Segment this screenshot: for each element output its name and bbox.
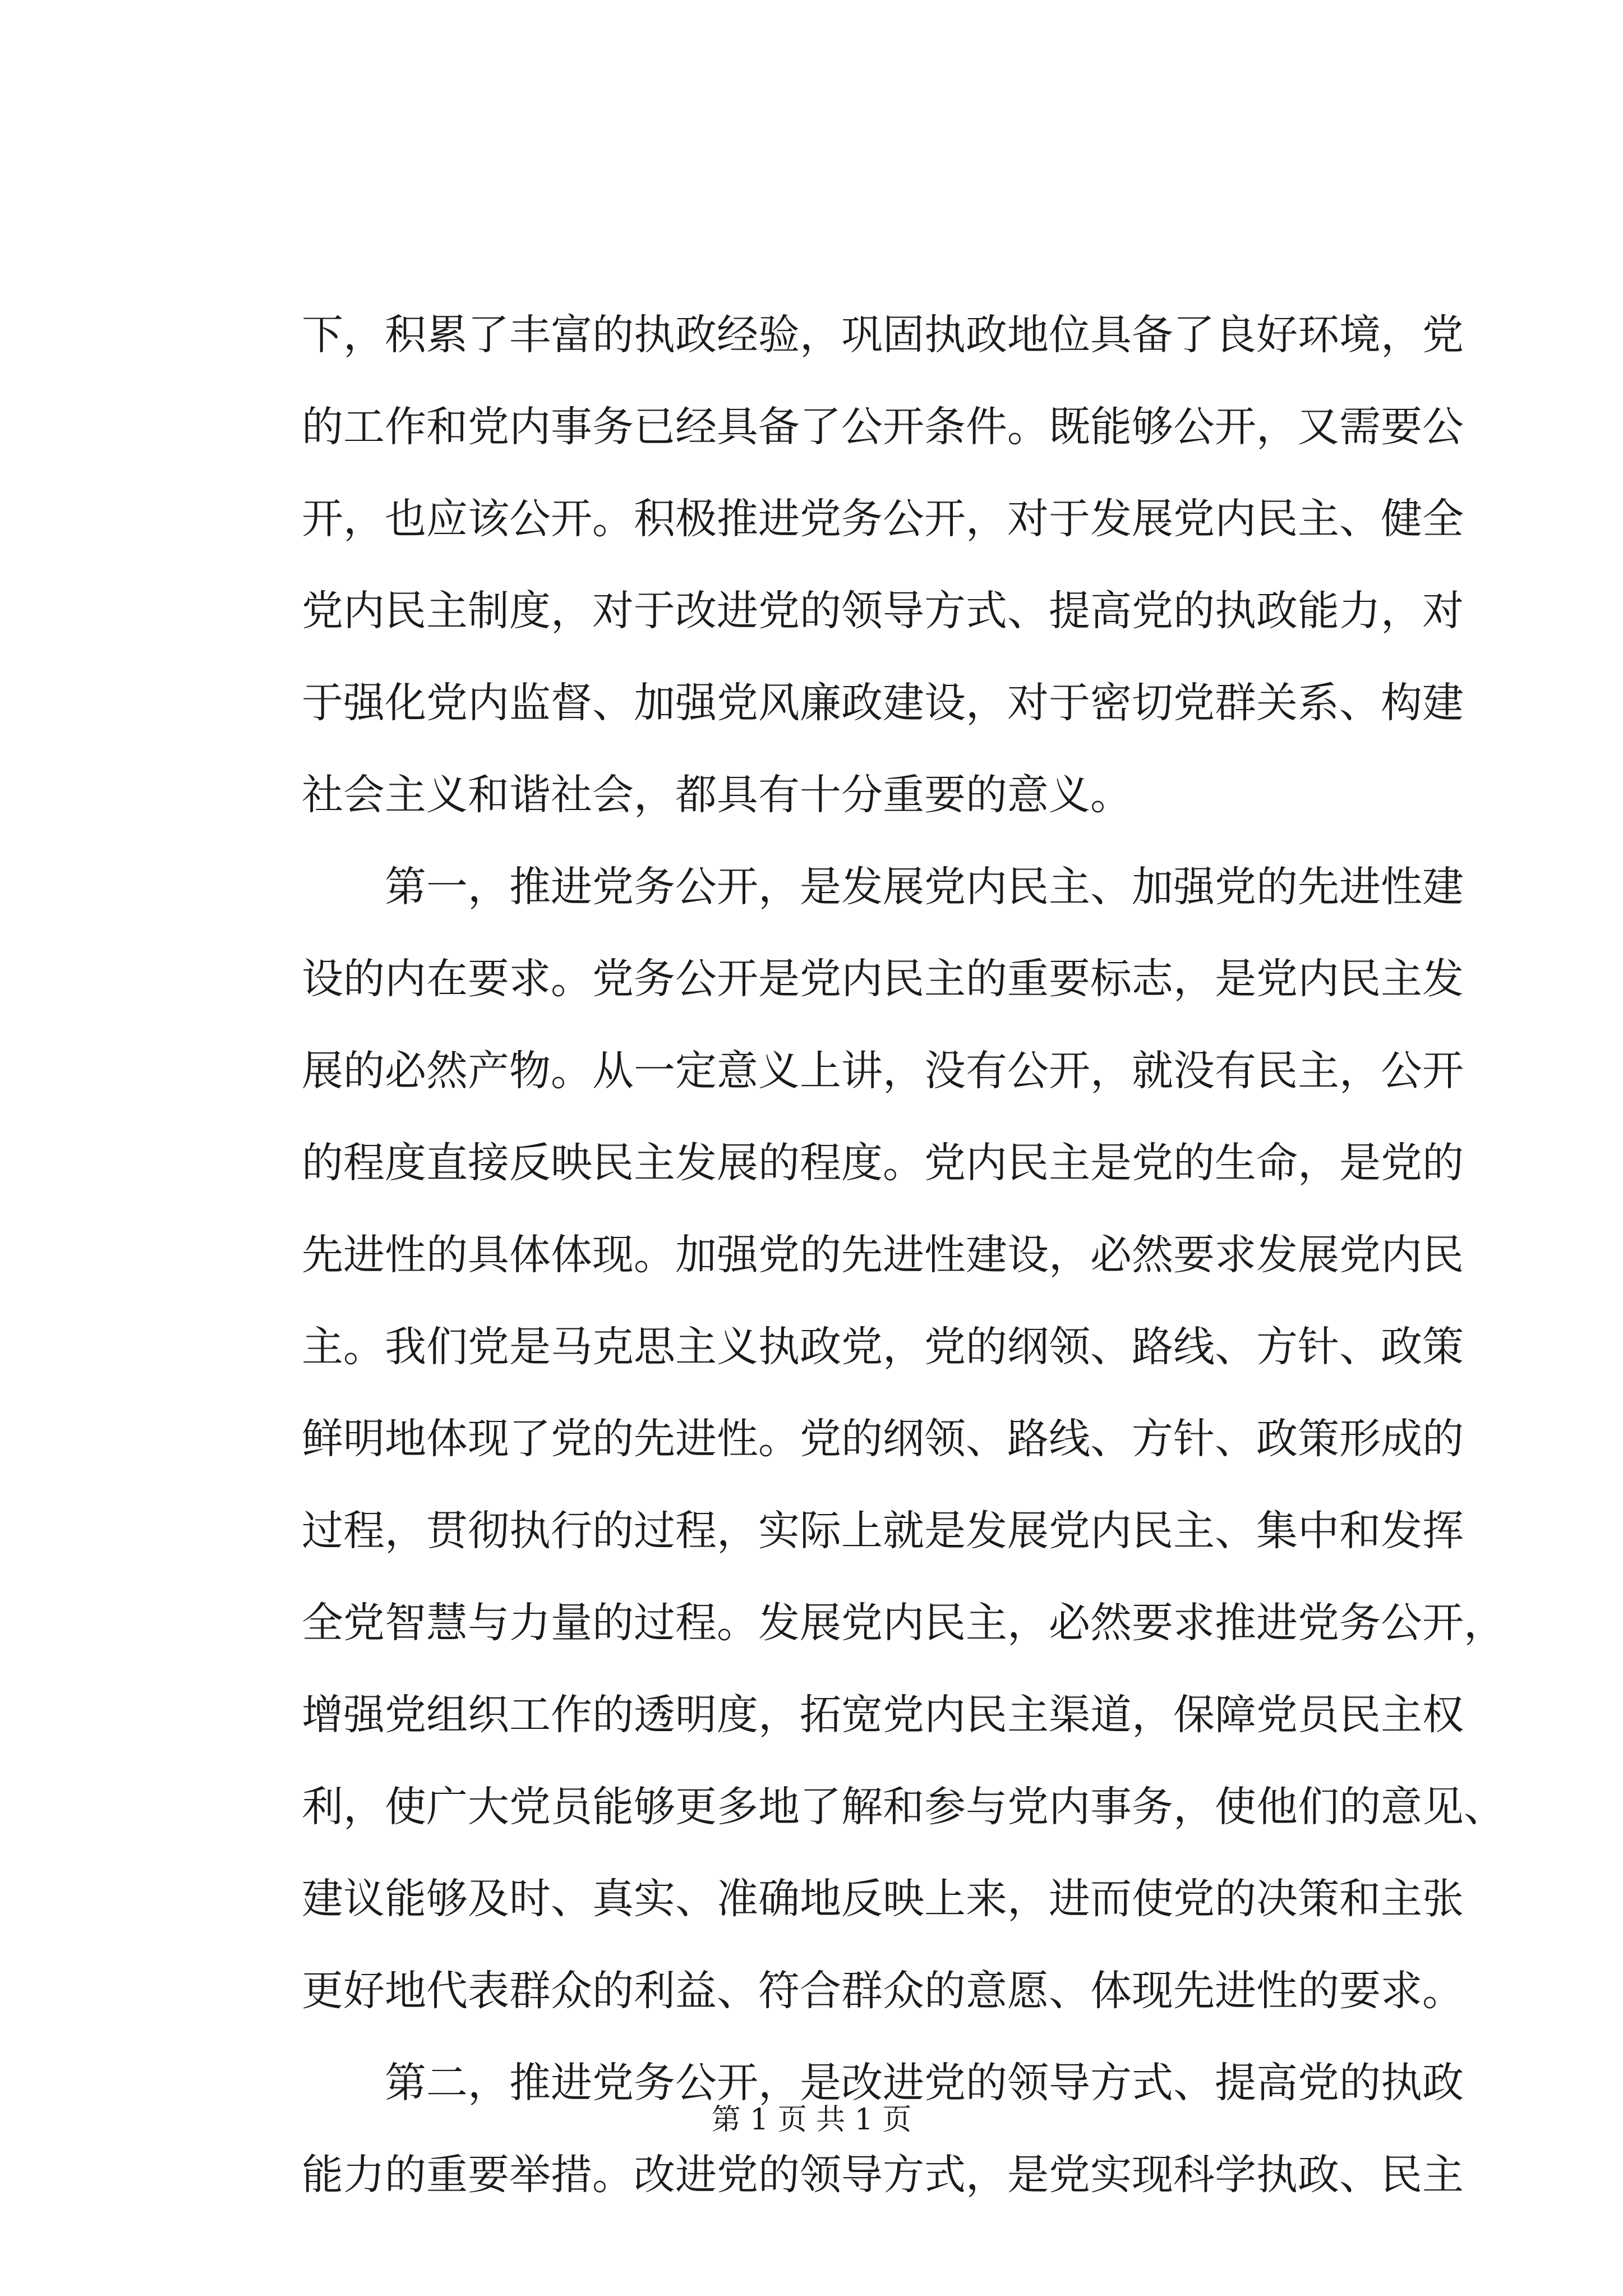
text-line: 于强化党内监督、加强党风廉政建设，对于密切党群关系、构建 [302, 679, 1464, 727]
text-line: 第一，推进党务公开，是发展党内民主、加强党的先进性建 [302, 863, 1464, 911]
text-line: 第二，推进党务公开，是改进党的领导方式、提高党的执政 [302, 2059, 1464, 2107]
text-line: 更好地代表群众的利益、符合群众的意愿、体现先进性的要求。 [302, 1967, 1464, 2015]
text-line: 先进性的具体体现。加强党的先进性建设，必然要求发展党内民 [302, 1231, 1464, 1279]
text-line: 开，也应该公开。积极推进党务公开，对于发展党内民主、健全 [302, 495, 1464, 543]
text-line: 建议能够及时、真实、准确地反映上来，进而使党的决策和主张 [302, 1875, 1464, 1923]
text-line: 鲜明地体现了党的先进性。党的纲领、路线、方针、政策形成的 [302, 1415, 1464, 1463]
text-line: 能力的重要举措。改进党的领导方式，是党实现科学执政、民主 [302, 2151, 1464, 2199]
text-line: 设的内在要求。党务公开是党内民主的重要标志，是党内民主发 [302, 955, 1464, 1003]
text-line: 展的必然产物。从一定意义上讲，没有公开，就没有民主，公开 [302, 1047, 1464, 1095]
text-line: 的工作和党内事务已经具备了公开条件。既能够公开，又需要公 [302, 403, 1464, 451]
text-line: 党内民主制度，对于改进党的领导方式、提高党的执政能力，对 [302, 587, 1464, 635]
text-line: 主。我们党是马克思主义执政党，党的纲领、路线、方针、政策 [302, 1323, 1464, 1371]
text-line: 过程，贯彻执行的过程，实际上就是发展党内民主、集中和发挥 [302, 1507, 1464, 1555]
body-text [302, 289, 1505, 2221]
text-line: 的程度直接反映民主发展的程度。党内民主是党的生命，是党的 [302, 1139, 1464, 1187]
text-line: 社会主义和谐社会，都具有十分重要的意义。 [302, 771, 1132, 819]
text-line: 利，使广大党员能够更多地了解和参与党内事务，使他们的意见、 [302, 1783, 1505, 1831]
text-line: 增强党组织工作的透明度，拓宽党内民主渠道，保障党员民主权 [302, 1691, 1464, 1739]
page-number-footer: 第 1 页 共 1 页 [711, 2103, 912, 2137]
text-line: 全党智慧与力量的过程。发展党内民主，必然要求推进党务公开， [302, 1599, 1505, 1647]
text-line: 下，积累了丰富的执政经验，巩固执政地位具备了良好环境，党 [302, 311, 1464, 359]
